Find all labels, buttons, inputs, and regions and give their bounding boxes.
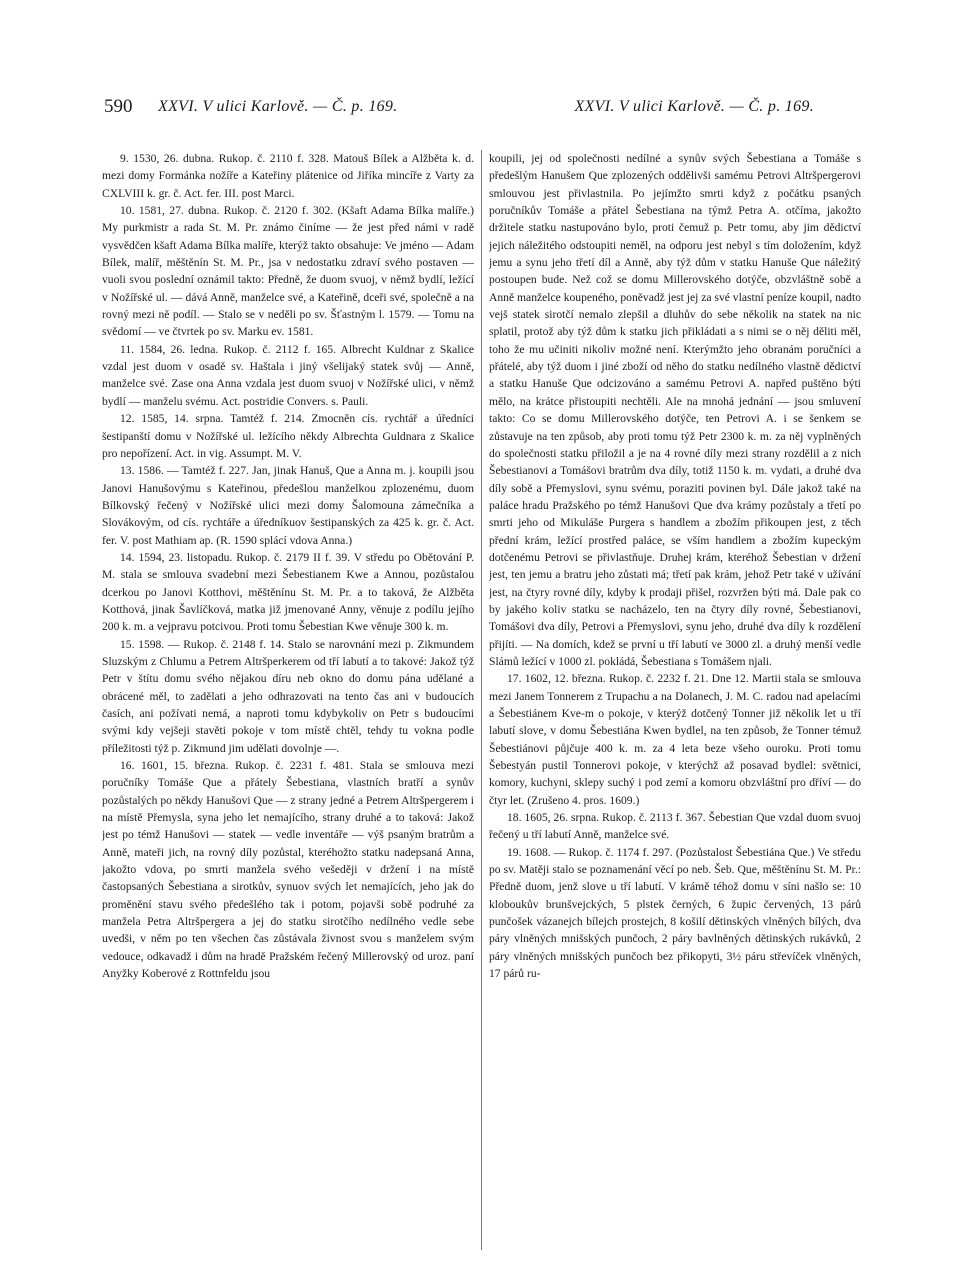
entry-10: 10. 1581, 27. dubna. Rukop. č. 2120 f. 302. (Kšaft Adama Bílka malíře.) My purkmistr a rada St. M. Pr. známo činíme — že jest před námi v radě vysvědčen kšaft Adama Bílka malíře, kterýž takto obsahuje: Ve jméno — Adam Bílek, malíř, měštěnín St. M. Pr., jsa v nedostatku zdraví svého postaven — vuoli svou poslední oznámil takto: Předně, že duom svuoj, v němž bydlí, ležící v Nožířské ul. — dává Anně, manželce své, a Kateřině, dceři své, společně a na rovný mezi ně podíl. — Stalo se v neděli po sv. Šťastným l. 1579. — Tomu na svědomí — ve čtvrtek po sv. Marku ev. 1581. (102, 204, 474, 339)
entry-16: 16. 1601, 15. března. Rukop. č. 2231 f. 481. Stala se smlouva mezi poručníky Tomáše Que a přátely Šebestiana, vlastních bratří a synův pozůstalých po někdy Hanušovi Que — z strany jedné a Petrem Altršpergerem i na místě Přemysla, syna jeho let nemajícího, strany druhé a to taková: Jakož jest po témž Hanušovi — statek — vedle inventáře — výš psaným bratrům a Anně, mateři jich, na rovný díly pozůstal, kteréhožto statku nadepsaná Anna, jakožto vdova, po smrti manžela svého vešeději v držení i na místě častopsaných Šebestiana a sirotkův, synuov svých let nemajících, jeho jak do proměnění stavu svého předešlého tak i potom, pojavši sobě podruhé za manžela Petra Altršpergera a jej do statku sirotčího nedílného vedle sebe uvedši, v něm po ten všechen čas zůstávala živnost svou s manželem svým vedouce, odkavadž i dům na hradě Pražském řečený Millerovský od uroz. paní Anyžky Koberové z Rottnfeldu jsou (102, 759, 474, 981)
entry-18: 18. 1605, 26. srpna. Rukop. č. 2113 f. 367. Šebestian Que vzdal duom svuoj řečený u tří labutí Anně, manželce své. (489, 811, 861, 842)
running-head-left: XXVI. V ulici Karlově. — Č. p. 169. (158, 98, 398, 115)
entry-14: 14. 1594, 23. listopadu. Rukop. č. 2179 II f. 39. V středu po Obětování P. M. stala se smlouva svadební mezi Šebestianem Kwe a Annou, pozůstalou dcerkou po Janovi Kotthovi, měštěnínu St. M. Pr. a to taková, že Alžběta Kotthová, jinak Šavlíčková, matka již jmenované Anny, věnuje z podílu jejího 200 k. m. a vejpravu potcivou. Proti tomu Šebestian Kwe věnuje 300 k. m. (102, 550, 474, 634)
entry-19: 19. 1608. — Rukop. č. 1174 f. 297. (Pozůstalost Šebestiána Que.) Ve středu po sv. Matěji stalo se poznamenání věcí po neb. Šeb. Que, měštěnínu St. M. Pr.: Předně duom, jenž slove u tří labutí. V krámě téhož domu v síni našlo se: 10 kloboukův brunšvejckých, 5 plstek černých, 6 župic červených, 13 párů punčošek vázanejch bílejch prostejch, 8 košilí dětinských vlněných bílých, dva páry vlněných mnišských punčoch, 2 páry bavlněných dětinských rukávků, 2 páry vlněných mnišských punčoch bez přikopyti, 3½ páru střevíček vlněných, 17 párů ru- (489, 845, 861, 981)
column-divider (481, 150, 482, 1250)
right-column (489, 150, 861, 1260)
page-header (104, 96, 814, 122)
entry-13: 13. 1586. — Tamtéž f. 227. Jan, jinak Hanuš, Que a Anna m. j. koupili jsou Janovi Hanušovýmu s Kateřinou, předešlou manželkou zplozenému, duom Bílkovský řečený v Nožířské ulici mezi domy Šalomouna zámečníka a Slovákovým, od cís. rychtáře a úředníkuov šestipanských za 425 k. gr. č. Act. fer. V. post Mathiam ap. (R. 1590 splácí vdova Anna.) (102, 464, 474, 547)
entry-9: 9. 1530, 26. dubna. Rukop. č. 2110 f. 328. Matouš Bílek a Alžběta k. d. mezi domy Formánka nožíře a Kateřiny plátenice od Jiříka mincíře z Varty za CXLVIII k. gr. č. Act. fer. III. post Marci. (102, 152, 474, 200)
entry-17: 17. 1602, 12. března. Rukop. č. 2232 f. 21. Dne 12. Martii stala se smlouva mezi Janem Tonnerem z Trupachu a na Dolanech, J. M. C. radou nad apelacími a Šebestiánem Kve-m o pokoje, v kterýž dotčený Tonner již několik let u tří labutí slove, v domu Šebestiána Kwen bydlel, na ten způsob, že Tonner témuž Šebestiánovi půjčuje 400 k. m. za 4 leta beze všeho ouroku. Proti tomu Šebestyán pustil Tonnerovi pokoje, v kterýchž až posavad bydlel: světnici, komory, kuchyni, sklepy suchý i pod zemí a komoru obzvláštní pro dříví — do čtyr let. (Zrušeno 4. pros. 1609.) (489, 672, 861, 807)
entry-15: 15. 1598. — Rukop. č. 2148 f. 14. Stalo se narovnání mezi p. Zikmundem Sluzským z Chlumu a Petrem Altršperkerem od tří labutí a to takové: Jakož týž Petr v štítu domu svého nějakou díru neb okno do domu pána udělané a obrácené měl, to zadělati a jeho odhrazovati na tento čas ani v budoucích časích, ani požívati nemá, a naproti tomu kdybykoliv on Petr s budoucími svými kdy vejšeji stavěti pokoje v tom místě chtěl, tehdy tu vokna podle příležitosti týž p. Zikmund jim udělati dovolnje —. (102, 637, 474, 755)
running-head-right: XXVI. V ulici Karlově. — Č. p. 169. (574, 98, 814, 115)
page-number: 590 (104, 96, 133, 117)
entry-16-continued: koupili, jej od společnosti nedílné a synův svých Šebestiana a Tomáše s předešlým Hanušem Que zplozených oddělivši samému Petrovi Altršpergerovi smlouvou jest přivlastnila. Po jejímžto smrti když z počátku psaných poručníkův Tomáše a přátel Šebestiana na týmž Petra A. otčíma, jakožto držitele statku nastupováno bylo, proti čemuž p. Petr tomu, aby jim dědictví jejich náležitého odstoupiti neměl, na odporu jest nebyl s tím doložením, když jemu a synu jeho třetí díl a Anně, aby týž dům v statku Hanuše Que náležitý postoupen bude. Než což se domu Millerovského dotýče, obzvláštně sobě a Anně manželce koupeného, poněvadž jest jej za své vlastní peníze koupil, nadto vejš statek sirotčí nemalo zlepšil a dluhův do sebe několik na statek na nic splatil, protož aby týž dům k statku jich přikládati a s nimi se o něj děliti měl, toho že mu učiniti nikoliv možné není. Kterýmžto jeho obranám poručníci a přátelé, aby týž duom i jiné zboží od něho do statku nedílného vlastně dědictví a statku Hanuše Que odcizováno a samému Petrovi A. napřed puštěno býti mělo, na krátce přistoupiti nechtěli. Ale na mnohá jednání — jsou smluvení takto: Co se domu Millerovského dotýče, ten Petrovi A. i se šenkem se zůstavuje na ten způsob, aby proti tomu týž Petr 2300 k. m. za něj vyplněných do společnosti statku přiložil a je na 4 rovné díly mezi strany rozdělil a z nich Šebestianovi a Tomášovi bratrům dva díly, totiž 1150 k. m. vydati, a druhé dva díly sobě a Přemyslovi, synu svému, poraziti povinen byl. Dále jakož také na paláce hradu Pražského po témž Hanušovi Que dva krámy pozůstaly a třetí po smrti jeho od Mikuláše Purgera s handlem a zbožím přikoupen jest, z těch přední krám, ležící prostřed paláce, se vším handlem a zbožím kupeckým dotčenému Petrovi se přivlastňuje. Druhej krám, kteréhož Šebestian v držení jest, ten jemu a bratru jeho zůstati má; třetí pak krám, jehož Petr také v užívání jest, na čtyry rovné díly, kdyby k prodaji přišel, rozvržen býti má. Dale pak co by jakého koliv statku se nacházelo, ten na čtyry díly rovné, Šebestianovi, Tomášovi dva díly, Petrovi a Přemyslovi, synu jeho, druhé dva díly k rozdělení přijíti. — Na domích, kdež se první u tří labutí ve 3000 zl. a druhý menší vedle Slámů ležící v 1000 zl. pokládá, Šebestiana s Tomášem njali. (489, 152, 861, 668)
left-column (102, 150, 474, 1260)
entry-11: 11. 1584, 26. ledna. Rukop. č. 2112 f. 165. Albrecht Kuldnar z Skalice vzdal jest duom v osadě sv. Haštala i jiný všelijaký statek svůj — Anně, manželce své. Zase ona Anna vzdala jest duom svuoj v Nožířské ulici, v němž bydlí — manželu svému. Act. postridie Convers. s. Pauli. (102, 342, 474, 408)
entry-12: 12. 1585, 14. srpna. Tamtéž f. 214. Zmocněn cís. rychtář a úředníci šestipanští domu v Nožířské ul. ležícího někdy Albrechta Guldnara z Skalice pro nepořízení. Act. in vig. Assumpt. M. V. (102, 412, 474, 460)
